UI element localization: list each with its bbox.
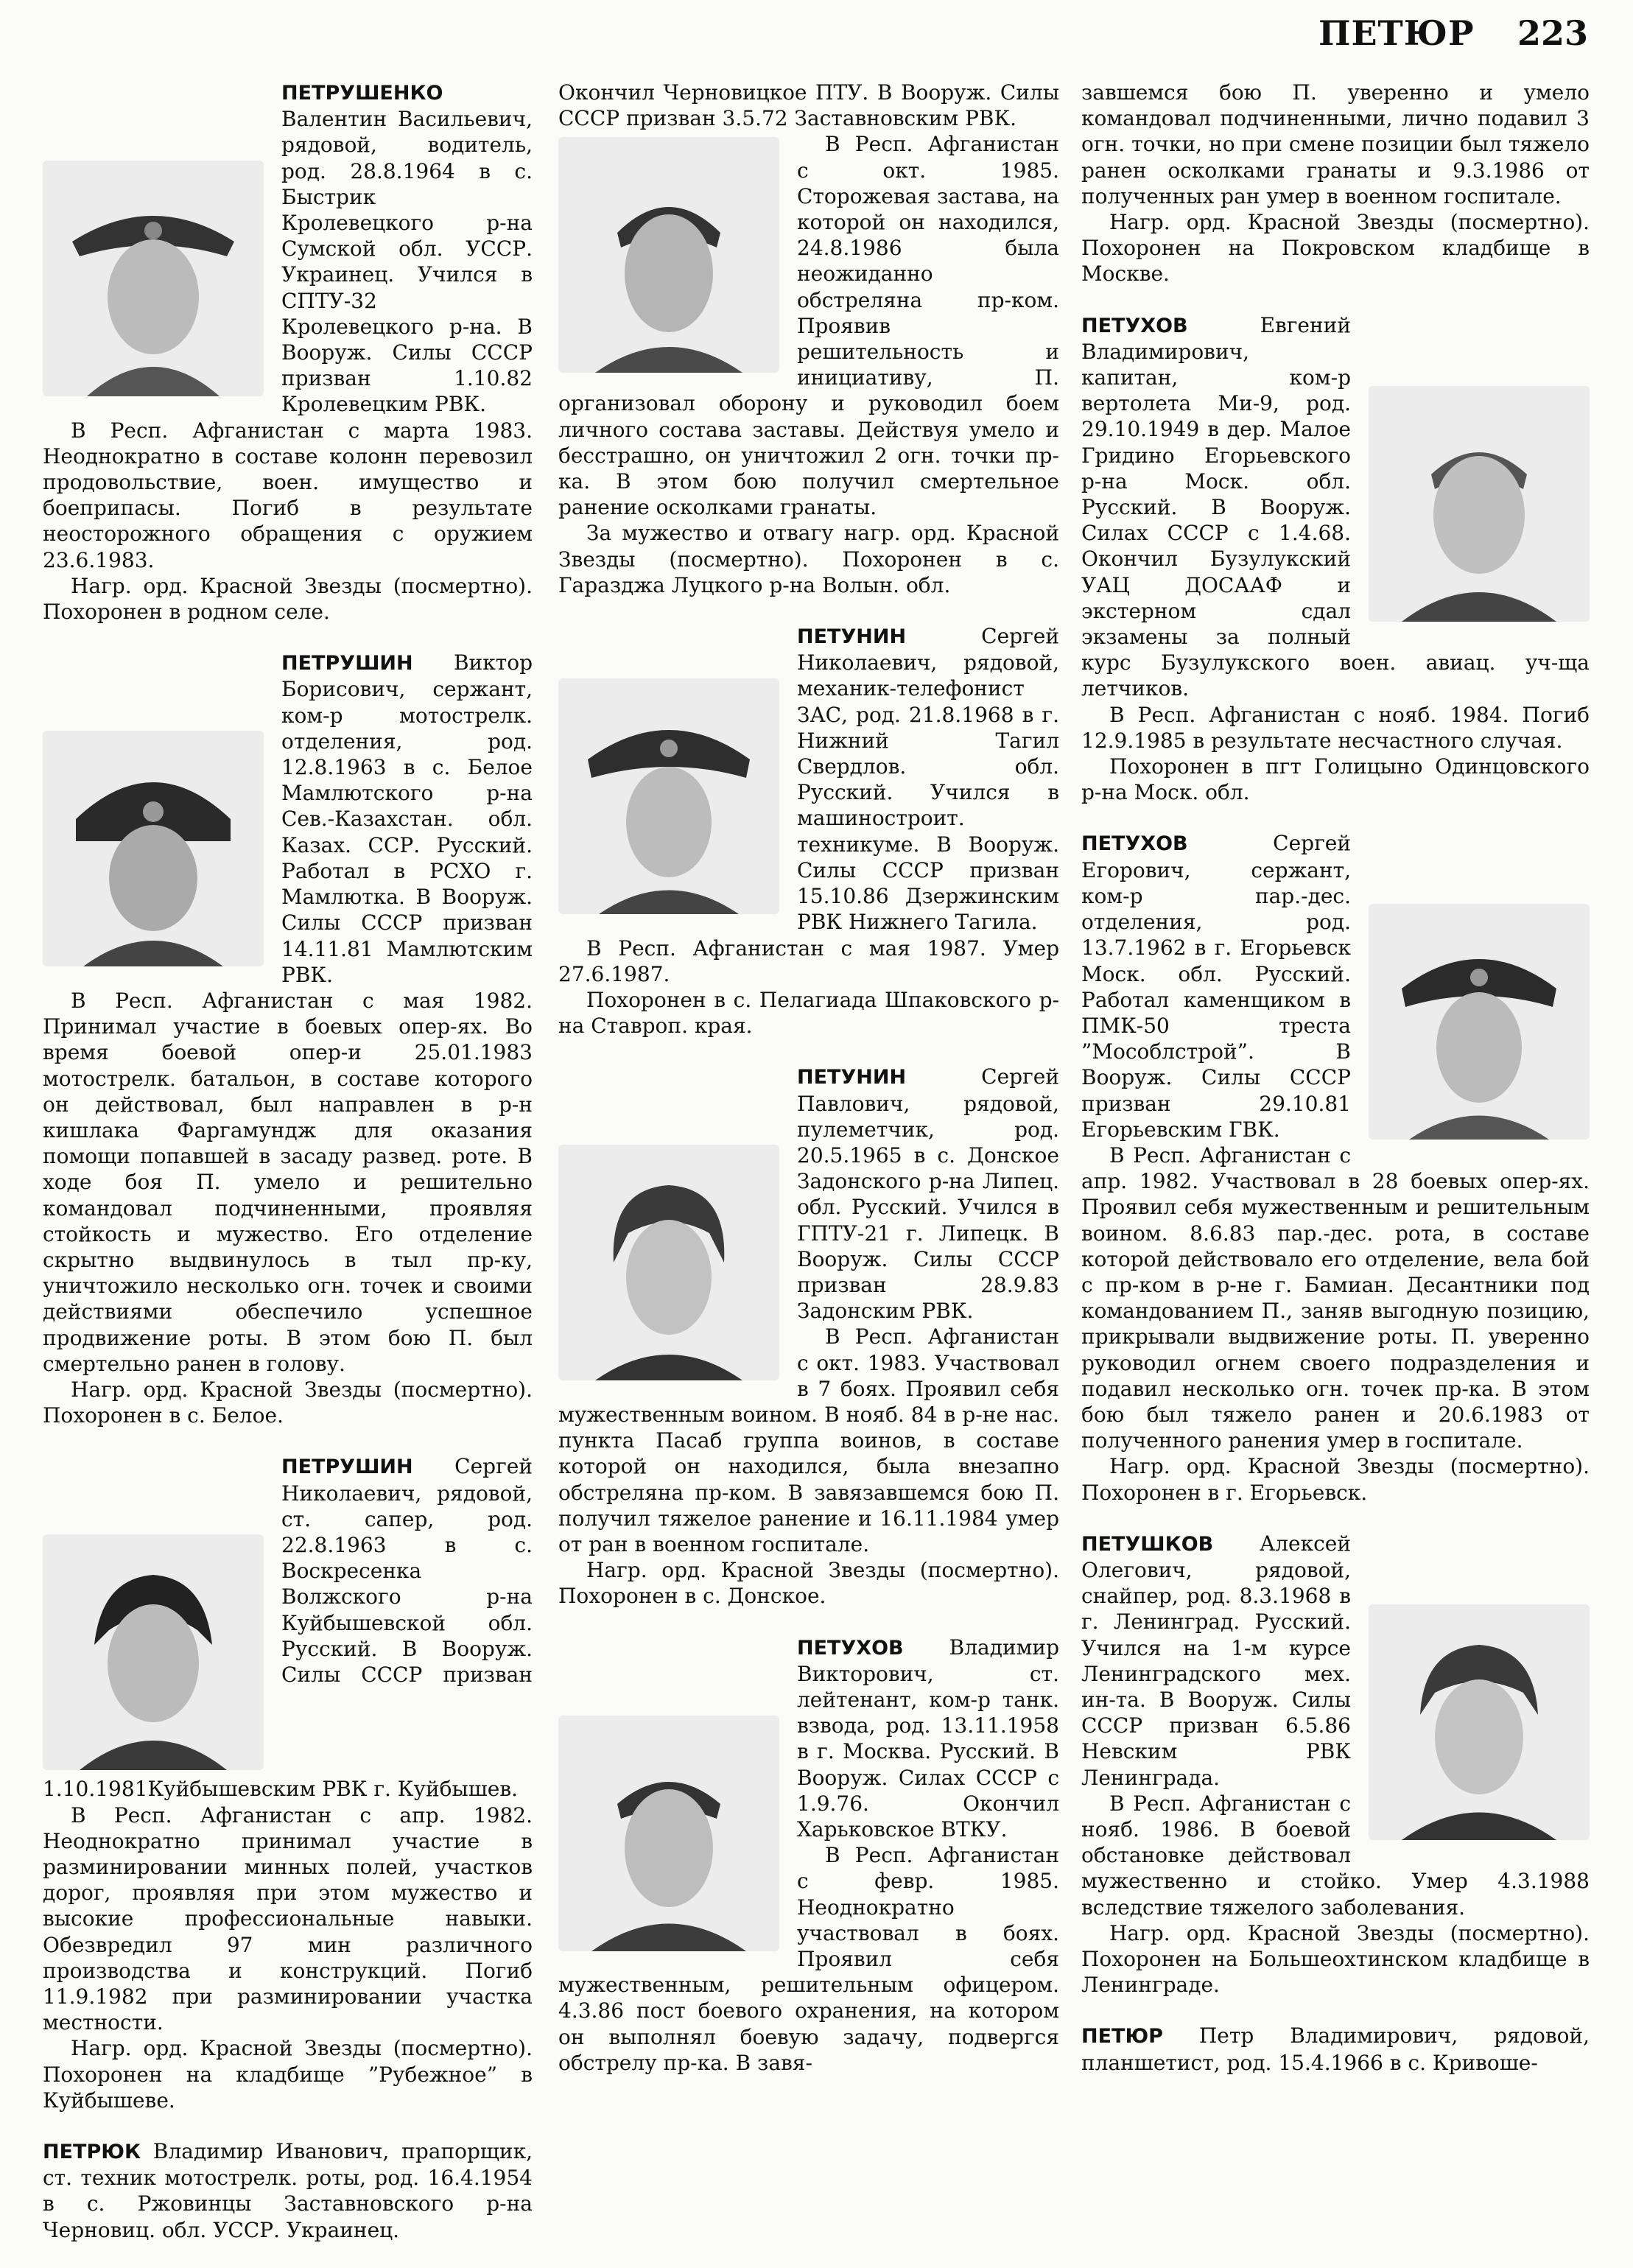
- entry-petunin-sergey-nik: [558, 623, 1059, 1039]
- entry-paragraph: Нагр. орд. Красной Звезды (посмертно). Похоронен на Покровском кладбище в Москве.: [1081, 210, 1590, 287]
- entry-name: ПЕТУНИН: [797, 625, 907, 649]
- entry-paragraph: ПЕТУШКОВ Алексей Олегович, рядовой, снайпер, род. 8.3.1968 в г. Ленинград. Русский. Учился на 1-м курсе Ленинградского мех. ин-та. В Вооруж. Силы СССР призван 6.5.86 Невским РВК Ленинграда.: [1081, 1531, 1351, 1790]
- entry-paragraph: В Респ. Афганистан с мая 1982. Принимал участие в боевых опер-ях. Во время боевой опер-и 25.01.1983 мотострелк. батальон, в составе которого он действовал, был направлен в р-н кишлака Фаргамундж для оказания помощи попавшей в засаду развед. роте. В ходе боя П. умело и решительно командовал подчиненными, проявляя стойкость и мужество. Его отделение скрытно выдвинулось в тыл пр-ку, уничтожило несколько огн. точек и своими действиями обеспечило успешное продвижение роты. В этом бою П. был смертельно ранен в голову.: [43, 988, 533, 1376]
- entry-name: ПЕТРУШИН: [281, 652, 413, 675]
- entry-paragraph: В Респ. Афганистан с апр. 1982. Неоднократно принимал участие в разминировании минных полей, участков дорог, проявляя при этом мужество и высокие профессиональные навыки. Обезвредил 97 мин различного производства и конструкций. Погиб 11.9.1982 при разминировании участка местности.: [43, 1802, 533, 2035]
- entry-paragraph: ПЕТУНИН Сергей Павлович, рядовой, пулеметчик, род. 20.5.1965 в с. Донское Задонского р-на Липец. обл. Русский. Учился в ГПТУ-21 г. Липецк. В Вооруж. Силы СССР призван 28.9.83 Задонским РВК.: [797, 1064, 1059, 1324]
- entry-paragraph: ПЕТУХОВ Евгений Владимирович, капитан, ком-р вертолета Ми-9, род. 29.10.1949 в дер. Малое Гридино Егорьевского р-на Моск. обл. Русский. В Вооруж. Силах СССР с 1.4.68. Окончил Бузулукский УАЦ ДОСААФ и экстерном сдал экзамены за полный курс Бузулукского воен. авиац. уч-ща летчиков.: [1081, 312, 1590, 701]
- entry-name: ПЕТУШКОВ: [1081, 1532, 1214, 1556]
- entry-paragraph: Нагр. орд. Красной Звезды (посмертно). Похоронен в г. Егорьевск.: [1081, 1454, 1590, 1505]
- entry-paragraph: ПЕТЮР Петр Владимирович, рядовой, планшетист, род. 15.4.1966 в с. Кривоше-: [1081, 2023, 1590, 2075]
- entry-paragraph: Нагр. орд. Красной Звезды (посмертно). Похоронен на кладбище ”Рубежное” в Куйбышеве.: [43, 2036, 533, 2113]
- entry-paragraph: В Респ. Афганистан с марта 1983. Неоднократно в составе колонн перевозил продовольствие, воен. имущество и боеприпасы. Погиб в результате неосторожного обращения с оружием 23.6.1983.: [43, 418, 533, 572]
- entry-paragraph: Окончил Черновицкое ПТУ. В Вооруж. Силы СССР призван 3.5.72 Заставновским РВК.: [558, 80, 1059, 131]
- entry-paragraph: Похоронен в пгт Голицыно Одинцовского р-на Моск. обл.: [1081, 754, 1590, 805]
- entry-petukhov-vladimir: [558, 1635, 1059, 2076]
- entry-petryuk: [43, 2138, 533, 2243]
- entry-paragraph: Нагр. орд. Красной Звезды (посмертно). Похоронен в с. Донское.: [558, 1558, 1059, 1609]
- entry-name: ПЕТУХОВ: [797, 1636, 904, 1660]
- portrait-photo: [558, 1716, 779, 1951]
- column-1: [43, 80, 533, 2268]
- portrait-photo: [43, 161, 264, 396]
- entry-paragraph: ПЕТРЮК Владимир Иванович, прапорщик, ст. техник мотострелк. роты, род. 16.4.1954 в с. Ржовинцы Заставновского р-на Черновиц. обл. УССР. Украинец.: [43, 2139, 533, 2242]
- entry-paragraph: Нагр. орд. Красной Звезды (посмертно). Похоронен на Большеохтинском кладбище в Ленинграде.: [1081, 1920, 1590, 1998]
- entry-paragraph: Похоронен в с. Пелагиада Шпаковского р-на Ставроп. края.: [558, 987, 1059, 1039]
- entry-paragraph: завшемся бою П. уверенно и умело командовал подчиненными, лично подавил 3 огн. точки, но при смене позиции был тяжело ранен осколками гранаты и 9.3.1986 от полученных ран умер в военном госпитале.: [1081, 80, 1590, 208]
- entry-paragraph: В Респ. Афганистан с окт. 1985. Сторожевая застава, на которой он находился, 24.8.1986 была неожиданно обстреляна пр-ком. Проявив решительность и инициативу, П. организовал оборону и руководил боем личного состава заставы. Действуя умело и бесстрашно, он уничтожил 2 огн. точки пр-ка. В этом бою получил смертельное ранение осколками гранаты.: [558, 132, 1059, 520]
- entry-petukhov-evgeny: [1081, 312, 1590, 806]
- entry-paragraph: ПЕТУНИН Сергей Николаевич, рядовой, механик-телефонист ЗАС, род. 21.8.1968 в г. Нижний Тагил Свердлов. обл. Русский. Учился в машиностроит. техникуме. В Вооруж. Силы СССР призван 15.10.86 Дзержинским РВК Нижнего Тагила.: [797, 624, 1059, 935]
- column-3: [1081, 80, 1590, 2101]
- entry-paragraph: ПЕТРУШЕНКО Валентин Васильевич, рядовой, водитель, род. 28.8.1964 в с. Быстрик Кролевецкого р-на Сумской обл. УССР. Украинец. Учился в СПТУ-32 Кролевецкого р-на. В Вооруж. Силы СССР призван 1.10.82 Кролевецким РВК.: [281, 82, 533, 417]
- entry-paragraph: За мужество и отвагу нагр. орд. Красной Звезды (посмертно). Похоронен в с. Гаразджа Луцкого р-на Волын. обл.: [558, 521, 1059, 597]
- portrait-photo: [1369, 904, 1590, 1140]
- entry-paragraph: В Респ. Афганистан с апр. 1982. Участвовал в 28 боевых опер-ях. Проявил себя мужественным и решительным воином. 8.6.83 пар.-дес. рота, в составе которой действовало его отделение, вела бой с пр-ком в р-не г. Бамиан. Десантники под командованием П., заняв выгодную позицию, прикрывали выдвижение роты. П. уверенно руководил огнем своего подразделения и подавил несколько огн. точек пр-ка. В этом бою был тяжело ранен и 20.6.1983 от полученного ранения умер в госпитале.: [1081, 1142, 1590, 1453]
- entry-name: ПЕТРУШЕНКО: [281, 82, 443, 105]
- continuation-petryuk: [558, 80, 1059, 598]
- portrait-photo: [1369, 386, 1590, 622]
- entry-petrushenko: [43, 80, 533, 625]
- page-number: 223: [1517, 13, 1589, 53]
- entry-name: ПЕТРЮК: [43, 2141, 141, 2163]
- entry-paragraph: В Респ. Афганистан с мая 1987. Умер 27.6.1987.: [558, 935, 1059, 986]
- entry-paragraph: В Респ. Афганистан с окт. 1983. Участвовал в 7 боях. Проявил себя мужественным воином. В нояб. 84 в р-не нас. пункта Пасаб группа воинов, в составе которой он находился, была внезапно обстреляна пр-ком. В завязавшемся бою П. получил тяжелое ранение и 16.11.1984 умер от ран в военном госпитале.: [558, 1324, 1059, 1556]
- portrait-photo: [558, 137, 779, 373]
- portrait-photo: [43, 1534, 264, 1770]
- entry-name: ПЕТРУШИН: [281, 1456, 413, 1479]
- portrait-photo: [1369, 1604, 1590, 1840]
- entry-petukhov-sergey: [1081, 830, 1590, 1505]
- entry-petyur: [1081, 2023, 1590, 2075]
- portrait-photo: [43, 731, 264, 966]
- entry-paragraph: ПЕТУХОВ Сергей Егорович, сержант, ком-р пар.-дес. отделения, род. 13.7.1962 в г. Егорьевск Моск. обл. Русский. Работал каменщиком в ПМК-50 треста ”Мособлстрой”. В Вооруж. Силы СССР призван 29.10.81 Егорьевским ГВК.: [1081, 831, 1351, 1142]
- portrait-photo: [558, 678, 779, 914]
- running-header-word: ПЕТЮР: [1318, 13, 1475, 53]
- entry-name: ПЕТУНИН: [797, 1066, 907, 1089]
- entry-name: ПЕТУХОВ: [1081, 832, 1188, 856]
- entry-paragraph: В Респ. Афганистан с нояб. 1984. Погиб 12.9.1985 в результате несчастного случая.: [1081, 702, 1590, 753]
- portrait-photo: [558, 1145, 779, 1380]
- entry-paragraph: В Респ. Афганистан с нояб. 1986. В боевой обстановке действовал мужественно и стойко. Умер 4.3.1988 вследствие тяжелого заболевания.: [1081, 1791, 1590, 1920]
- entry-paragraph: ПЕТРУШИН Сергей Николаевич, рядовой, ст. сапер, род. 22.8.1963 в с. Воскресенка Волжского р-на Куйбышевской обл. Русский. В Вооруж. Силы СССР призван 1.10.1981Куйбышевским РВК г. Куйбышев.: [43, 1454, 533, 1802]
- entry-name: ПЕТУХОВ: [1081, 314, 1188, 337]
- entry-petushkov: [1081, 1531, 1590, 1998]
- entry-paragraph: ПЕТРУШИН Виктор Борисович, сержант, ком-р мотострелк. отделения, род. 12.8.1963 в с. Белое Мамлютского р-на Сев.-Казахстан. обл. Казах. ССР. Русский. Работал в РСХО г. Мамлютка. В Вооруж. Силы СССР призван 14.11.81 Мамлютским РВК.: [281, 650, 533, 987]
- entry-paragraph: ПЕТУХОВ Владимир Викторович, ст. лейтенант, ком-р танк. взвода, род. 13.11.1958 в г. Москва. Русский. В Вооруж. Силах СССР с 1.9.76. Окончил Харьковское ВТКУ.: [797, 1635, 1059, 1842]
- entry-petrushin-sergey: [43, 1453, 533, 2113]
- entry-paragraph: Нагр. орд. Красной Звезды (посмертно). Похоронен в с. Белое.: [43, 1377, 533, 1428]
- column-2: [558, 80, 1059, 2101]
- entry-paragraph: В Респ. Афганистан с февр. 1985. Неоднократно участвовал в боях. Проявил себя мужественным, решительным офицером. 4.3.86 пост боевого охранения, на котором он выполнял боевую задачу, подвергся обстрелу пр-ка. В завя-: [558, 1843, 1059, 2075]
- entry-paragraph: Нагр. орд. Красной Звезды (посмертно). Похоронен в родном селе.: [43, 573, 533, 625]
- continuation-petukhov-vladimir: [1081, 80, 1590, 287]
- entry-name: ПЕТЮР: [1081, 2025, 1163, 2048]
- entry-petunin-sergey-pavl: [558, 1064, 1059, 1609]
- entry-petrushin-viktor: [43, 650, 533, 1428]
